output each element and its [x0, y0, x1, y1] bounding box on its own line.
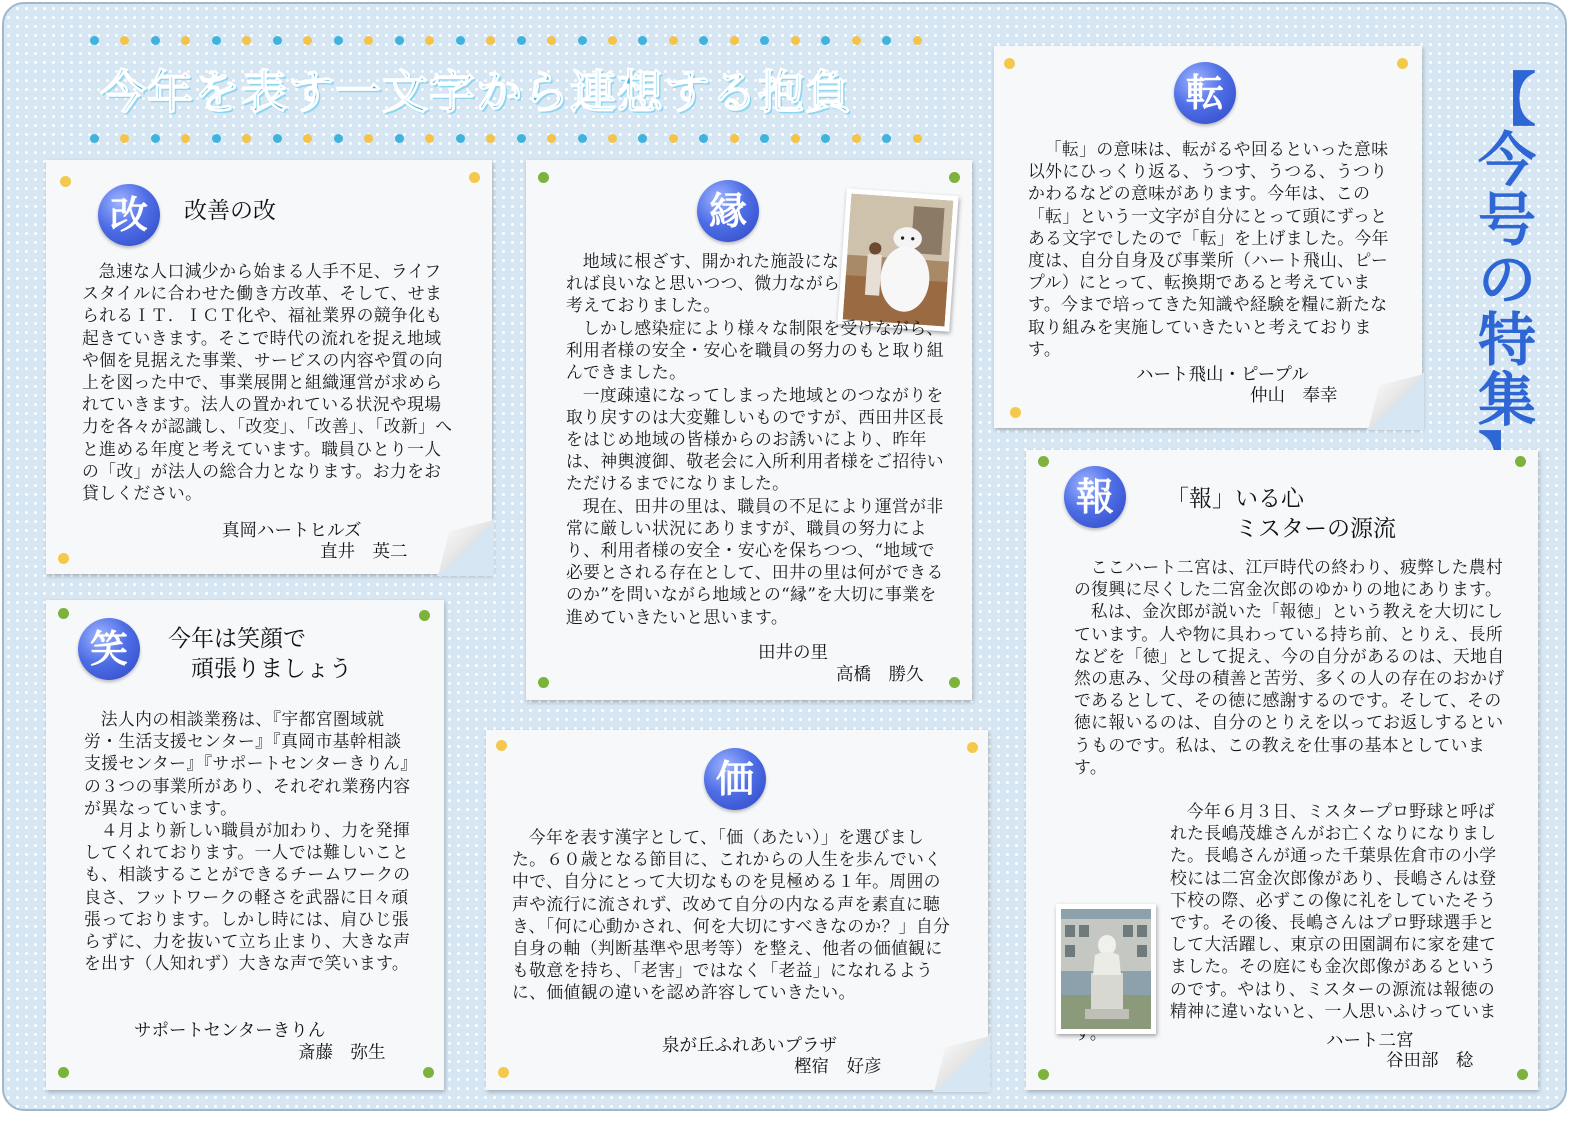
article-org: 泉が丘ふれあいプラザ	[662, 1036, 837, 1056]
decorative-dot	[913, 36, 922, 45]
decorative-dot	[364, 134, 373, 143]
decorative-dot	[547, 134, 556, 143]
paragraph: 法人内の相談業務は、『宇都宮圏域就労・生活支援センター』『真岡市基幹相談支援センター』『サポートセンターきりん』の３つの事業所があり、それぞれ業務内容が異なっています。	[84, 709, 411, 818]
mascot-photo-image	[843, 194, 954, 327]
decorative-dot	[425, 134, 434, 143]
decorative-dot	[364, 36, 373, 45]
decorative-dot	[425, 36, 434, 45]
pin	[498, 1067, 509, 1078]
decorative-dot	[547, 36, 556, 45]
pin	[419, 610, 430, 621]
kanji-badge: 転	[1174, 62, 1236, 124]
decorative-dot	[242, 134, 251, 143]
statue-photo-image	[1061, 909, 1151, 1029]
decorative-dot	[638, 134, 647, 143]
feature-label-char: 今	[1477, 126, 1536, 194]
decorative-dot	[151, 36, 160, 45]
decorative-dot	[578, 134, 587, 143]
paragraph: 今年を表す漢字として、「価（あたい）」を選びました。６０歳となる節目に、これからの人生を歩んでいく中で、自分にとって大切なものを見極める１年。周囲の声や流行に流されず、改めて自分の内なる声を素直に聴き、「何に心動かされ、何を大切にすべきなのか？」自分自身の軸（判断基準や思考等）を整え、他者の価値観にも敬意を持ち、「老害」ではなく「老益」になれるように、価値観の違いを認め許容していきたい。	[512, 827, 951, 1003]
article-heading: 今年は笑顔で 頑張りましょう	[168, 626, 352, 682]
paragraph: 「転」の意味は、転がるや回るといった意味以外にひっくり返る、うつす、うつる、うつりかわるなどの意味があります。今年は、この「転」という一文字が自分にとって頭にずっとある文字でしたので「転」を上げました。今年度は、自分自身及び事業所（ハート飛山、ピープル）にとって、転換期であると考えています。今まで培ってきた知識や経験を糧に新たな取り組みを実施していきたいと考えております。	[1028, 139, 1389, 359]
feature-label	[1472, 66, 1542, 490]
article-body	[512, 826, 958, 1004]
article-author: 谷田部 稔	[1386, 1051, 1474, 1071]
decorative-dot	[395, 134, 404, 143]
decorative-dot	[699, 36, 708, 45]
paragraph: ここハート二宮は、江戸時代の終わり、疲弊した農村の復興に尽くした二宮金次郎のゆかりの地にあります。	[1074, 557, 1504, 600]
decorative-dot	[151, 134, 160, 143]
article-author: 樫宿 好彦	[794, 1057, 882, 1077]
decorative-dot	[730, 134, 739, 143]
article-author: 斎藤 弥生	[298, 1043, 386, 1063]
kanji-badge: 改	[98, 184, 160, 246]
page-curl	[436, 518, 494, 576]
decorative-dot	[517, 36, 526, 45]
decorative-dot	[181, 134, 190, 143]
article-card-en	[526, 160, 972, 700]
article-org: 真岡ハートヒルズ	[222, 521, 362, 541]
title-dots-bottom	[90, 132, 922, 144]
mascot-photo	[837, 188, 958, 331]
article-body	[84, 708, 416, 974]
pin	[423, 1067, 434, 1078]
article-body-intro	[566, 250, 842, 317]
feature-label-char: の	[1477, 246, 1536, 314]
article-card-sho	[46, 600, 444, 1090]
paragraph: 地域に根ざす、開かれた施設になれば良いなと思いつつ、微力ながら考えておりました。	[566, 251, 841, 316]
paragraph: 急速な人口減少から始まる人手不足、ライフスタイルに合わせた働き方改革、そして、せまられるＩＴ．ＩＣＴ化や、福祉業界の競争化も起きていきます。そこで時代の流れを捉え地域や個を見据えた事業、サービスの内容や質の向上を図った中で、事業展開と組織運営が求められていきます。法人の置かれている状況や現場力を各々が認識し、「改変」、「改善」、「改新」へと進める年度と考えています。職員ひとり一人の「改」が法人の総合力となります。お力をお貸しください。	[82, 261, 453, 504]
pin	[1004, 58, 1015, 69]
pin	[58, 608, 69, 619]
paragraph: 現在、田井の里は、職員の不足により運営が非常に厳しい状況にありますが、職員の努力により、利用者様の安全・安心を保ちつつ、“地域で必要とされる存在として、田井の里は何ができるのか”を問いながら地域との“縁”を大切に事業を進めていきたいと思います。	[566, 495, 944, 627]
pin	[58, 553, 69, 564]
article-heading: 改善の改	[184, 198, 276, 224]
decorative-dot	[90, 36, 99, 45]
decorative-dot	[638, 36, 647, 45]
pin	[949, 172, 960, 183]
article-body	[566, 317, 944, 628]
decorative-dot	[273, 134, 282, 143]
pin	[538, 677, 549, 688]
decorative-dot	[791, 36, 800, 45]
decorative-dot	[273, 36, 282, 45]
article-org: サポートセンターきりん	[134, 1021, 326, 1041]
decorative-dot	[913, 134, 922, 143]
article-body	[82, 260, 454, 504]
decorative-dot	[882, 134, 891, 143]
statue-photo	[1056, 904, 1156, 1034]
pin	[60, 176, 71, 187]
decorative-dot	[486, 134, 495, 143]
article-card-kai	[46, 160, 492, 574]
article-author: 直井 英二	[320, 542, 408, 562]
article-body	[1074, 556, 1510, 778]
feature-label-char: 号	[1477, 186, 1536, 254]
decorative-dot	[395, 36, 404, 45]
decorative-dot	[791, 134, 800, 143]
decorative-dot	[120, 134, 129, 143]
feature-label-char: 【	[1477, 66, 1536, 134]
kanji-badge: 価	[704, 748, 766, 810]
decorative-dot	[456, 36, 465, 45]
decorative-dot	[456, 134, 465, 143]
paragraph: しかし感染症により様々な制限を受けながら、利用者様の安全・安心を職員の努力のもと取り組んできました。	[566, 318, 944, 383]
decorative-dot	[578, 36, 587, 45]
feature-label-char: 集	[1477, 366, 1536, 434]
article-card-ka	[486, 730, 988, 1090]
kanji-badge: 縁	[697, 180, 759, 242]
article-org: ハート二宮	[1326, 1031, 1414, 1051]
decorative-dot	[760, 134, 769, 143]
decorative-dot	[212, 36, 221, 45]
decorative-dot	[699, 134, 708, 143]
decorative-dot	[486, 36, 495, 45]
decorative-dot	[852, 36, 861, 45]
article-author: 高橋 勝久	[836, 665, 924, 685]
pin	[1397, 58, 1408, 69]
pin	[538, 172, 549, 183]
page-title: 今年を表す一文字から連想する抱負	[100, 65, 852, 119]
decorative-dot	[882, 36, 891, 45]
article-org: 田井の里	[758, 643, 828, 663]
pin	[1517, 1069, 1528, 1080]
kanji-badge: 笑	[78, 618, 140, 680]
paragraph: 一度疎遠になってしまった地域とのつながりを取り戻すのは大変難しいものですが、西田井区長をはじめ地域の皆様からのお誘いにより、昨年は、神輿渡御、敬老会に入所利用者様をご招待いただけるまでになりました。	[566, 384, 944, 494]
decorative-dot	[303, 134, 312, 143]
title-dots-top	[90, 34, 922, 46]
decorative-dot	[730, 36, 739, 45]
pin	[967, 742, 978, 753]
paragraph: ４月より新しい職員が加わり、力を発揮してくれております。一人では難しいことも、相談することができるチームワークの良さ、フットワークの軽さを武器に日々頑張っております。しかし時には、肩ひじ張らずに、力を抜いて立ち止まり、大きな声を出す（人知れず）大きな声で笑います。	[84, 820, 411, 974]
decorative-dot	[303, 36, 312, 45]
pin	[1038, 1069, 1049, 1080]
pin	[949, 677, 960, 688]
page-curl	[1366, 372, 1424, 430]
paragraph: 私は、金次郎が説いた「報徳」という教えを大切にしています。人や物に具わっている持ち前、とりえ、長所などを「徳」として捉え、今の自分があるのは、天地自然の恵み、父母の積善と苦労、多くの人の存在のおかげであるとして、その徳に感謝するのです。そして、その徳に報いるのは、自分のとりえを以ってお返しするというものです。私は、この教えを仕事の基本としています。	[1074, 601, 1505, 777]
article-author: 仲山 奉幸	[1250, 386, 1338, 406]
decorative-dot	[181, 36, 190, 45]
decorative-dot	[852, 134, 861, 143]
pin	[469, 172, 480, 183]
decorative-dot	[517, 134, 526, 143]
pin	[496, 740, 507, 751]
decorative-dot	[821, 134, 830, 143]
decorative-dot	[760, 36, 769, 45]
article-card-ten	[994, 46, 1422, 428]
decorative-dot	[669, 36, 678, 45]
pin	[1038, 456, 1049, 467]
paragraph: 今年６月３日、ミスタープロ野球と呼ばれた長嶋茂雄さんがお亡くなりになりました。長嶋さんが通った千葉県佐倉市の小学校には二宮金次郎像があり、長嶋さんは登下校の際、必ずこの像に礼をしていたそうです。その後、長嶋さんはプロ野球選手として大活躍し、東京の田園調布に家を建てました。その庭にも金次郎像があるというのです。やはり、ミスターの源流は報徳の精神に違いないと、一人思いふけっていま	[1170, 801, 1497, 1021]
newsletter-page	[2, 2, 1567, 1111]
decorative-dot	[334, 36, 343, 45]
article-body	[1028, 138, 1392, 360]
decorative-dot	[242, 36, 251, 45]
decorative-dot	[608, 36, 617, 45]
feature-label-char: 特	[1477, 306, 1536, 374]
article-heading: 「報」いる心 ミスターの源流	[1166, 486, 1396, 542]
decorative-dot	[334, 134, 343, 143]
decorative-dot	[212, 134, 221, 143]
decorative-dot	[608, 134, 617, 143]
pin	[58, 1067, 69, 1078]
pin	[1010, 407, 1021, 418]
kanji-badge: 報	[1064, 466, 1126, 528]
article-org: ハート飛山・ピープル	[1136, 365, 1309, 385]
decorative-dot	[120, 36, 129, 45]
decorative-dot	[90, 134, 99, 143]
article-card-ho	[1026, 450, 1538, 1090]
pin	[1515, 456, 1526, 467]
decorative-dot	[821, 36, 830, 45]
page-curl	[932, 1034, 990, 1092]
decorative-dot	[669, 134, 678, 143]
